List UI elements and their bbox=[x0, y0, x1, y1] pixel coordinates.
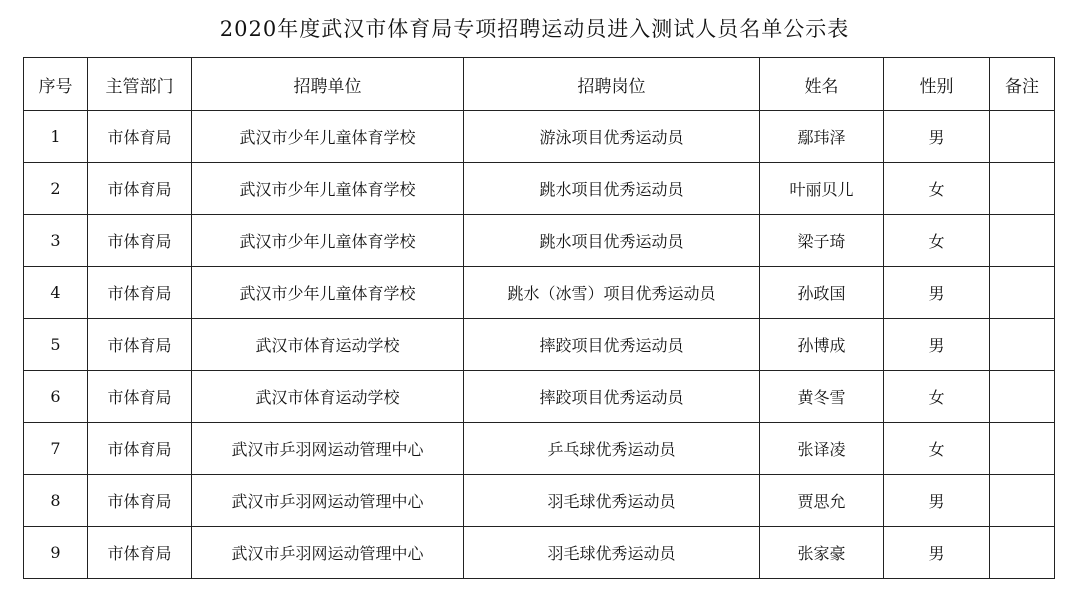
cell-remarks bbox=[990, 163, 1055, 215]
cell-hiring-unit: 武汉市体育运动学校 bbox=[192, 371, 464, 423]
cell-remarks bbox=[990, 371, 1055, 423]
cell-serial-no: 2 bbox=[24, 163, 88, 215]
roster-table bbox=[23, 57, 1055, 579]
cell-hiring-unit: 武汉市乒羽网运动管理中心 bbox=[192, 423, 464, 475]
cell-department: 市体育局 bbox=[88, 423, 192, 475]
header-department: 主管部门 bbox=[88, 58, 192, 111]
cell-department: 市体育局 bbox=[88, 163, 192, 215]
table-row bbox=[24, 111, 1055, 163]
cell-gender: 男 bbox=[884, 475, 990, 527]
cell-serial-no: 5 bbox=[24, 319, 88, 371]
table-row bbox=[24, 319, 1055, 371]
cell-gender: 女 bbox=[884, 163, 990, 215]
header-serial-no: 序号 bbox=[24, 58, 88, 111]
cell-gender: 男 bbox=[884, 527, 990, 579]
cell-hiring-unit: 武汉市少年儿童体育学校 bbox=[192, 215, 464, 267]
cell-name: 鄢玮泽 bbox=[760, 111, 884, 163]
cell-department: 市体育局 bbox=[88, 527, 192, 579]
cell-gender: 男 bbox=[884, 111, 990, 163]
cell-name: 叶丽贝儿 bbox=[760, 163, 884, 215]
cell-name: 黄冬雪 bbox=[760, 371, 884, 423]
cell-gender: 女 bbox=[884, 215, 990, 267]
cell-name: 梁子琦 bbox=[760, 215, 884, 267]
header-hiring-unit: 招聘单位 bbox=[192, 58, 464, 111]
cell-remarks bbox=[990, 111, 1055, 163]
cell-hiring-unit: 武汉市乒羽网运动管理中心 bbox=[192, 475, 464, 527]
cell-hiring-unit: 武汉市乒羽网运动管理中心 bbox=[192, 527, 464, 579]
cell-position: 摔跤项目优秀运动员 bbox=[464, 319, 760, 371]
cell-position: 跳水（冰雪）项目优秀运动员 bbox=[464, 267, 760, 319]
header-position: 招聘岗位 bbox=[464, 58, 760, 111]
cell-name: 孙博成 bbox=[760, 319, 884, 371]
cell-position: 摔跤项目优秀运动员 bbox=[464, 371, 760, 423]
cell-department: 市体育局 bbox=[88, 267, 192, 319]
cell-serial-no: 9 bbox=[24, 527, 88, 579]
cell-remarks bbox=[990, 215, 1055, 267]
cell-position: 跳水项目优秀运动员 bbox=[464, 215, 760, 267]
table-row bbox=[24, 423, 1055, 475]
cell-department: 市体育局 bbox=[88, 215, 192, 267]
table-row bbox=[24, 163, 1055, 215]
cell-position: 羽毛球优秀运动员 bbox=[464, 527, 760, 579]
cell-position: 乒乓球优秀运动员 bbox=[464, 423, 760, 475]
cell-gender: 女 bbox=[884, 423, 990, 475]
cell-serial-no: 1 bbox=[24, 111, 88, 163]
cell-gender: 男 bbox=[884, 319, 990, 371]
cell-gender: 男 bbox=[884, 267, 990, 319]
cell-remarks bbox=[990, 267, 1055, 319]
cell-remarks bbox=[990, 319, 1055, 371]
cell-remarks bbox=[990, 527, 1055, 579]
table-row bbox=[24, 267, 1055, 319]
cell-department: 市体育局 bbox=[88, 319, 192, 371]
cell-hiring-unit: 武汉市少年儿童体育学校 bbox=[192, 267, 464, 319]
cell-serial-no: 6 bbox=[24, 371, 88, 423]
header-gender: 性别 bbox=[884, 58, 990, 111]
table-row bbox=[24, 527, 1055, 579]
cell-name: 孙政国 bbox=[760, 267, 884, 319]
cell-position: 跳水项目优秀运动员 bbox=[464, 163, 760, 215]
cell-remarks bbox=[990, 423, 1055, 475]
cell-hiring-unit: 武汉市少年儿童体育学校 bbox=[192, 163, 464, 215]
cell-serial-no: 7 bbox=[24, 423, 88, 475]
table-row bbox=[24, 371, 1055, 423]
cell-name: 贾思允 bbox=[760, 475, 884, 527]
cell-name: 张译凌 bbox=[760, 423, 884, 475]
header-remarks: 备注 bbox=[990, 58, 1055, 111]
header-name: 姓名 bbox=[760, 58, 884, 111]
table-row bbox=[24, 475, 1055, 527]
cell-department: 市体育局 bbox=[88, 371, 192, 423]
page-title: 2020年度武汉市体育局专项招聘运动员进入测试人员名单公示表 bbox=[219, 17, 850, 41]
cell-gender: 女 bbox=[884, 371, 990, 423]
cell-hiring-unit: 武汉市体育运动学校 bbox=[192, 319, 464, 371]
table-row bbox=[24, 215, 1055, 267]
cell-department: 市体育局 bbox=[88, 111, 192, 163]
cell-department: 市体育局 bbox=[88, 475, 192, 527]
cell-remarks bbox=[990, 475, 1055, 527]
cell-serial-no: 8 bbox=[24, 475, 88, 527]
cell-serial-no: 4 bbox=[24, 267, 88, 319]
table-header-row bbox=[24, 58, 1055, 111]
cell-position: 游泳项目优秀运动员 bbox=[464, 111, 760, 163]
cell-name: 张家豪 bbox=[760, 527, 884, 579]
cell-position: 羽毛球优秀运动员 bbox=[464, 475, 760, 527]
cell-serial-no: 3 bbox=[24, 215, 88, 267]
cell-hiring-unit: 武汉市少年儿童体育学校 bbox=[192, 111, 464, 163]
